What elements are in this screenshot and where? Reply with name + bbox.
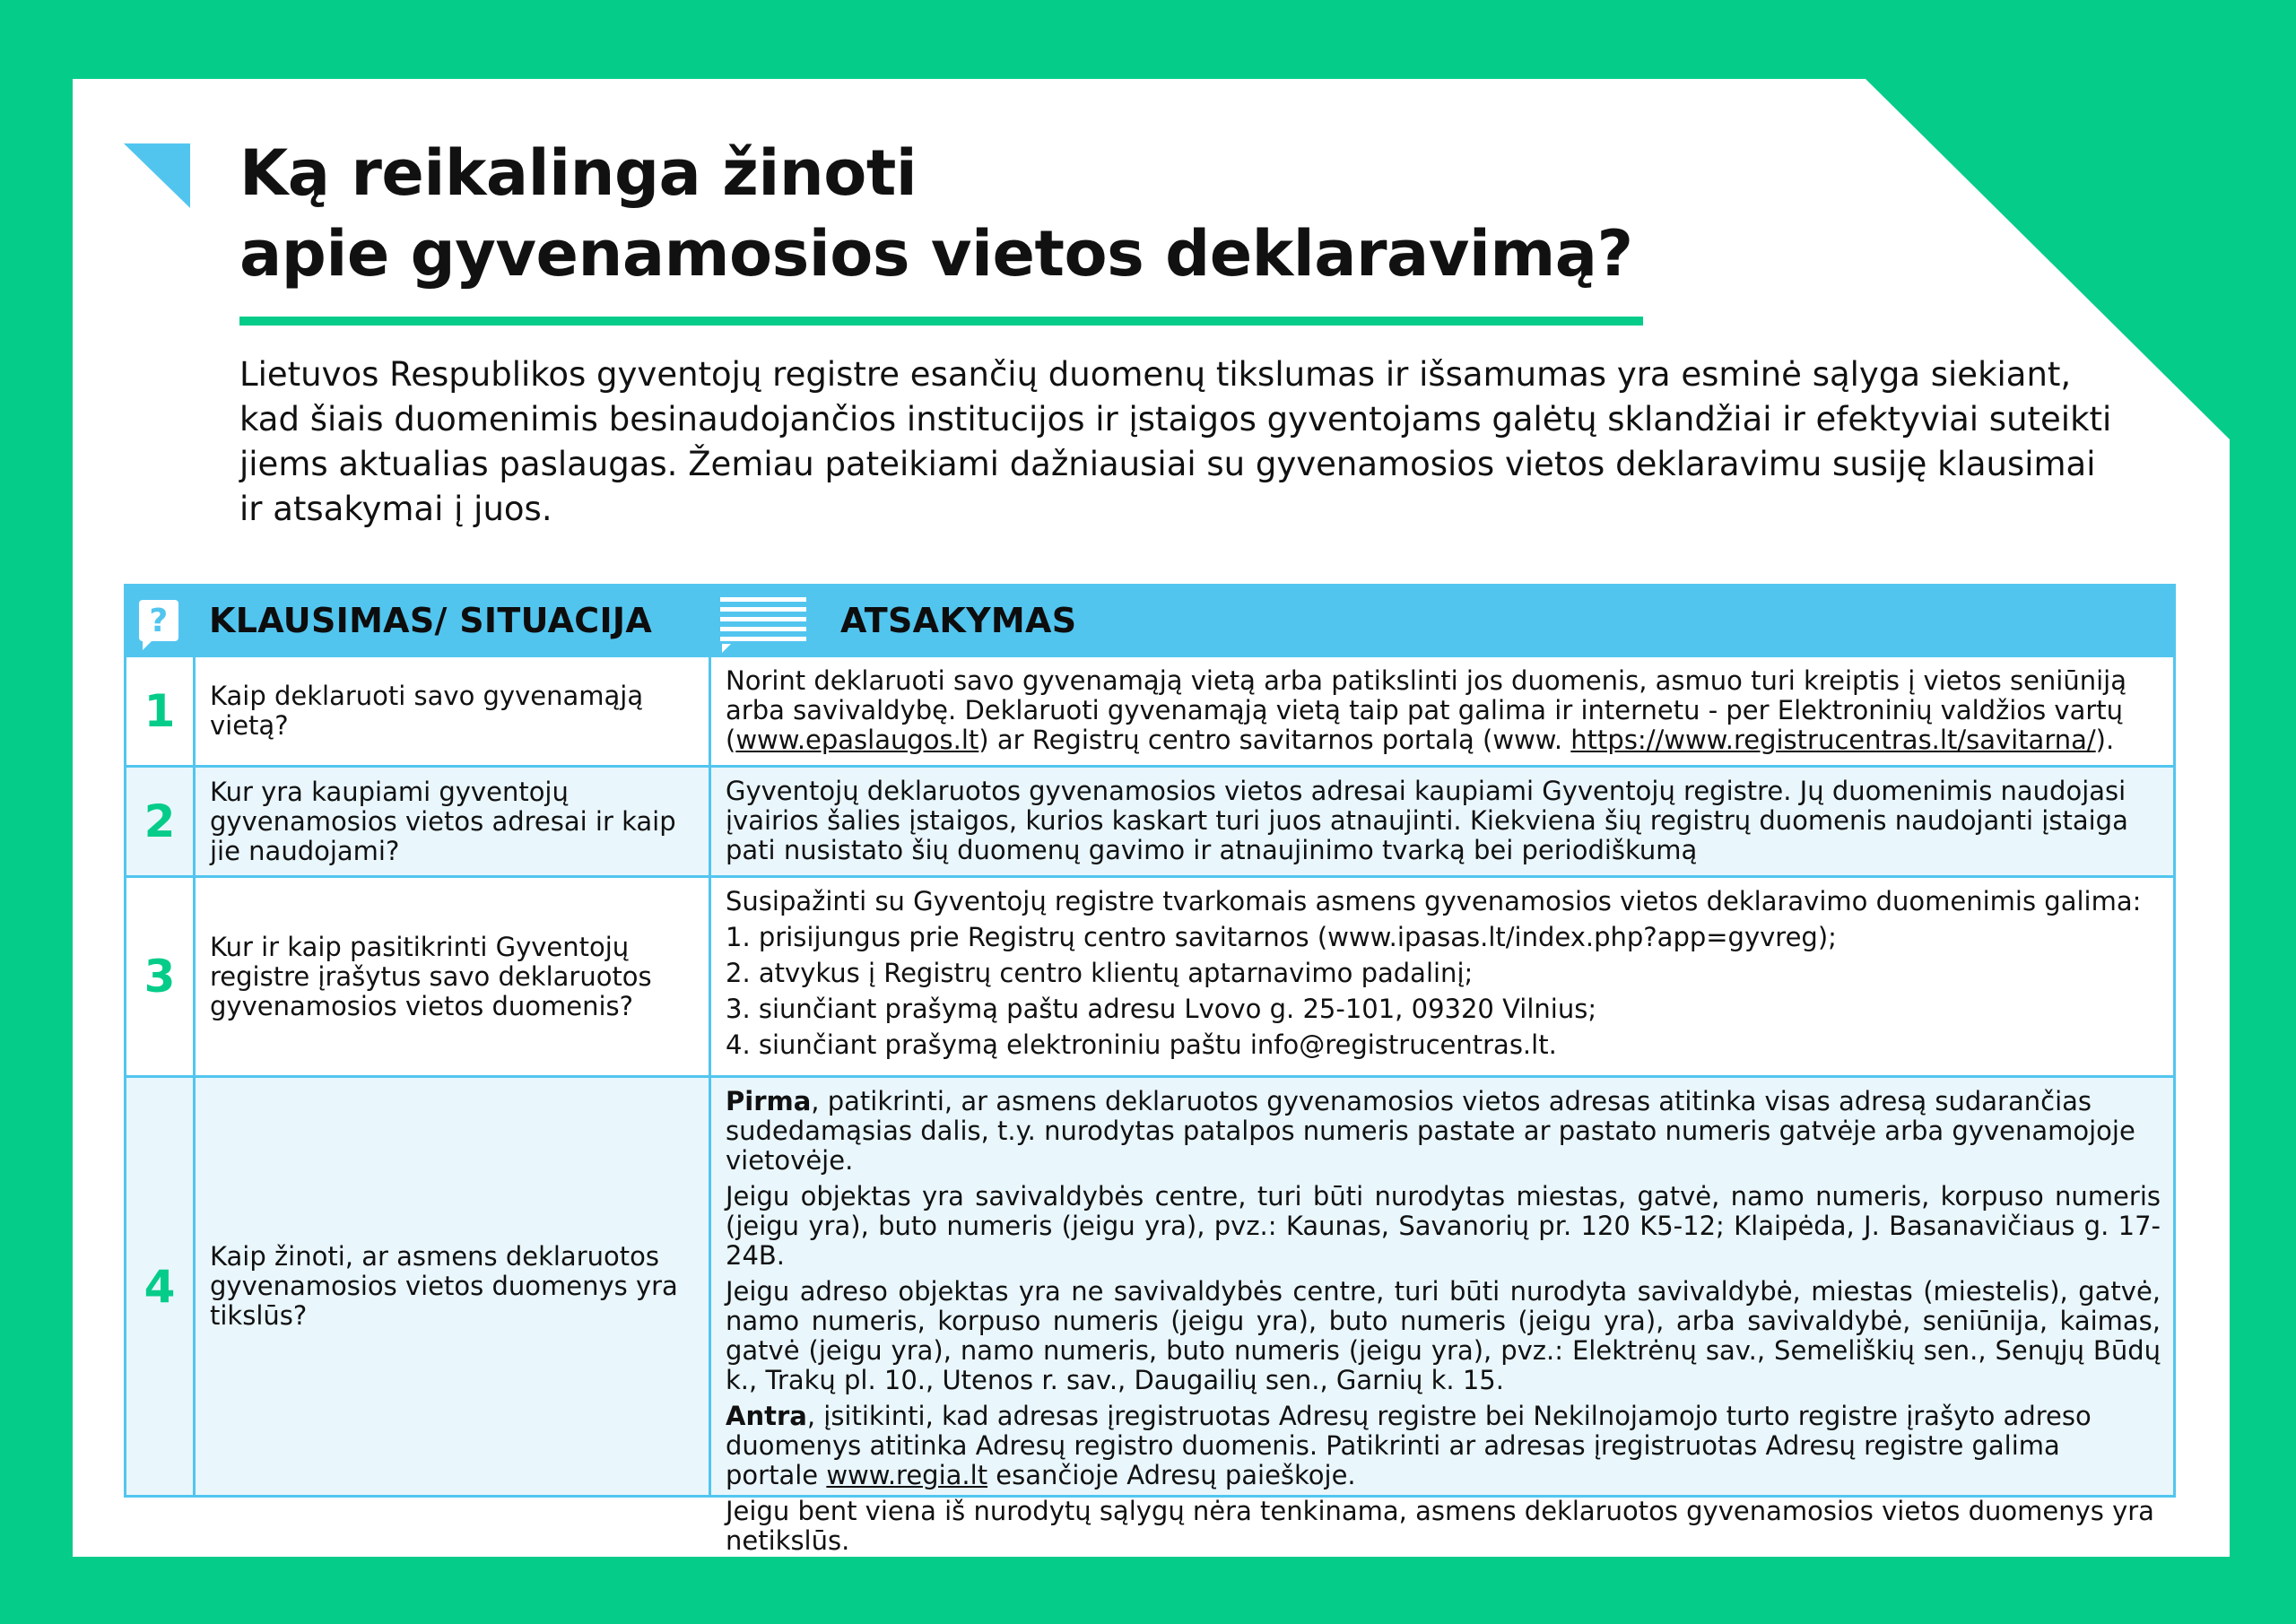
table-row: [126, 875, 2173, 1075]
bold-lead: Pirma: [726, 1086, 812, 1116]
answer-paragraph: Jeigu adreso objektas yra ne savivaldybės centre, turi būti nurodyta savivaldybė, miestas (miestelis), gatvė, namo numeris, korpuso numeris (jeigu yra), buto numeris (jeigu yra), arba savivaldybė, seniūnija, kaimas, gatvė (jeigu yra), namo numeris, buto numeris (jeigu yra), pvz.: Elektrėnų sav., Semeliškių sen., Senųjų Būdų k., Trakų pl. 10., Utenos r. sav., Daugailių sen., Garnių k. 15.: [726, 1276, 2161, 1395]
answer-segment: ).: [2095, 725, 2115, 755]
row-answer: [711, 657, 2173, 765]
row-number: 3: [126, 878, 196, 1075]
answer-list-item: 4. siunčiant prašymą elektroniniu paštu info@registrucentras.lt.: [726, 1029, 1557, 1060]
regia-link[interactable]: www.regia.lt: [826, 1460, 988, 1490]
row-answer: [711, 768, 2173, 875]
row-question: Kur ir kaip pasitikrinti Gyventojų registre įrašytus savo deklaruotos gyvenamosios vietos duomenis?: [196, 878, 711, 1075]
row-answer: [711, 878, 2173, 1075]
answer-list-item: 1. prisijungus prie Registrų centro savitarnos (www.ipasas.lt/index.php?app=gyvreg);: [726, 922, 1837, 952]
title-line-1: Ką reikalinga žinoti: [239, 136, 918, 210]
header-question-column: [126, 586, 711, 655]
intro-paragraph: Lietuvos Respublikos gyventojų registre esančių duomenų tikslumas ir išsamumas yra esminė sąlyga siekiant, kad šiais duomenimis besinaudojančios institucijos ir įstaigos gyventojams galėtų sklandžiai ir efektyviai suteikti jiems aktualias paslaugas. Žemiau pateikiami dažniausiai su gyvenamosios vietos deklaravimu susiję klausimai ir atsakymai į juos.: [239, 355, 2112, 528]
answer-paragraph: Jeigu objektas yra savivaldybės centre, turi būti nurodytas miestas, gatvė, namo numeris, korpuso numeris (jeigu yra), buto numeris (jeigu yra), pvz.: Kaunas, Savanorių pr. 120 K5-12; Klaipėda, J. Basanavičiaus g. 17-24B.: [726, 1181, 2161, 1271]
header-answer-column: [711, 586, 2173, 655]
table-header: [126, 586, 2173, 655]
registrucentras-link[interactable]: https://www.registrucentras.lt/savitarna/: [1570, 725, 2096, 755]
answer-text: [726, 666, 2161, 755]
row-answer: [711, 1078, 2173, 1556]
row-question: Kur yra kaupiami gyventojų gyvenamosios vietos adresai ir kaip jie naudojami?: [196, 768, 711, 875]
answer-intro: Susipažinti su Gyventojų registre tvarkomais asmens gyvenamosios vietos deklaravimo duomenimis galima:: [726, 886, 2142, 916]
row-number: 2: [126, 768, 196, 875]
row-question: Kaip deklaruoti savo gyvenamąją vietą?: [196, 657, 711, 765]
row-number: 1: [126, 657, 196, 765]
header-question-label: KLAUSIMAS/ SITUACIJA: [209, 601, 653, 640]
bold-lead: Antra: [726, 1401, 807, 1431]
header-answer-label: ATSAKYMAS: [840, 601, 1077, 640]
answer-list-item: 3. siunčiant prašymą paštu adresu Lvovo g. 25-101, 09320 Vilnius;: [726, 994, 1597, 1024]
answer-paragraph-second: [726, 1402, 2161, 1490]
table-row: [126, 655, 2173, 765]
epaslaugos-link[interactable]: www.epaslaugos.lt: [735, 725, 979, 755]
table-row: [126, 1075, 2173, 1556]
answer-segment: , patikrinti, ar asmens deklaruotos gyvenamosios vietos adresas atitinka visas adresą sudarančias sudedamąsias dalis, t.y. nurodytas patalpos numeris pastate ar pastato numeris gatvėje arba gyvenamojoje vietovėje.: [726, 1086, 2135, 1176]
table-row: [126, 765, 2173, 875]
row-number: 4: [126, 1078, 196, 1495]
title-underline: [239, 317, 1643, 326]
answer-segment: ) ar Registrų centro savitarnos portalą (www.: [978, 725, 1571, 755]
question-bubble-icon: ?: [139, 600, 178, 641]
answer-segment: esančioje Adresų paieškoje.: [987, 1460, 1356, 1490]
row-question: Kaip žinoti, ar asmens deklaruotos gyvenamosios vietos duomenys yra tikslūs?: [196, 1078, 711, 1495]
answer-segment: , įsitikinti, kad adresas įregistruotas Adresų registre bei Nekilnojamojo turto registre įrašyto adreso duomenys atitinka Adresų registro duomenis. Patikrinti ar adresas įregistruotas Adresų registre galima portale: [726, 1401, 2092, 1490]
answer-list-item: 2. atvykus į Registrų centro klientų aptarnavimo padalinį;: [726, 958, 1474, 988]
title-line-2: apie gyvenamosios vietos deklaravimą?: [239, 217, 1633, 291]
answer-lines-icon: [720, 597, 806, 644]
answer-segment: Norint deklaruoti savo gyvenamąją vietą arba patikslinti jos duomenis, asmuo turi kreiptis į vietos seniūniją arba savivaldybę. Deklaruoti gyvenamąją vietą taip pat galima ir internetu - per Elektroninių valdžios vartų (: [726, 665, 2127, 755]
answer-text: Gyventojų deklaruotos gyvenamosios vietos adresai kaupiami Gyventojų registre. Jų duomenimis naudojasi įvairios šalies įstaigos, kurios kaskart turi juos atnaujinti. Kiekviena šių registrų duomenis naudojanti įstaiga pati nusistato šių duomenų gavimo ir atnaujinimo tvarką bei periodiškumą: [726, 776, 2128, 865]
answer-paragraph-first: [726, 1087, 2161, 1176]
answer-paragraph: Jeigu bent viena iš nurodytų sąlygų nėra tenkinama, asmens deklaruotos gyvenamosios vietos duomenys yra netikslūs.: [726, 1496, 2154, 1556]
page-title: [239, 133, 1633, 294]
faq-table: [124, 584, 2176, 1556]
